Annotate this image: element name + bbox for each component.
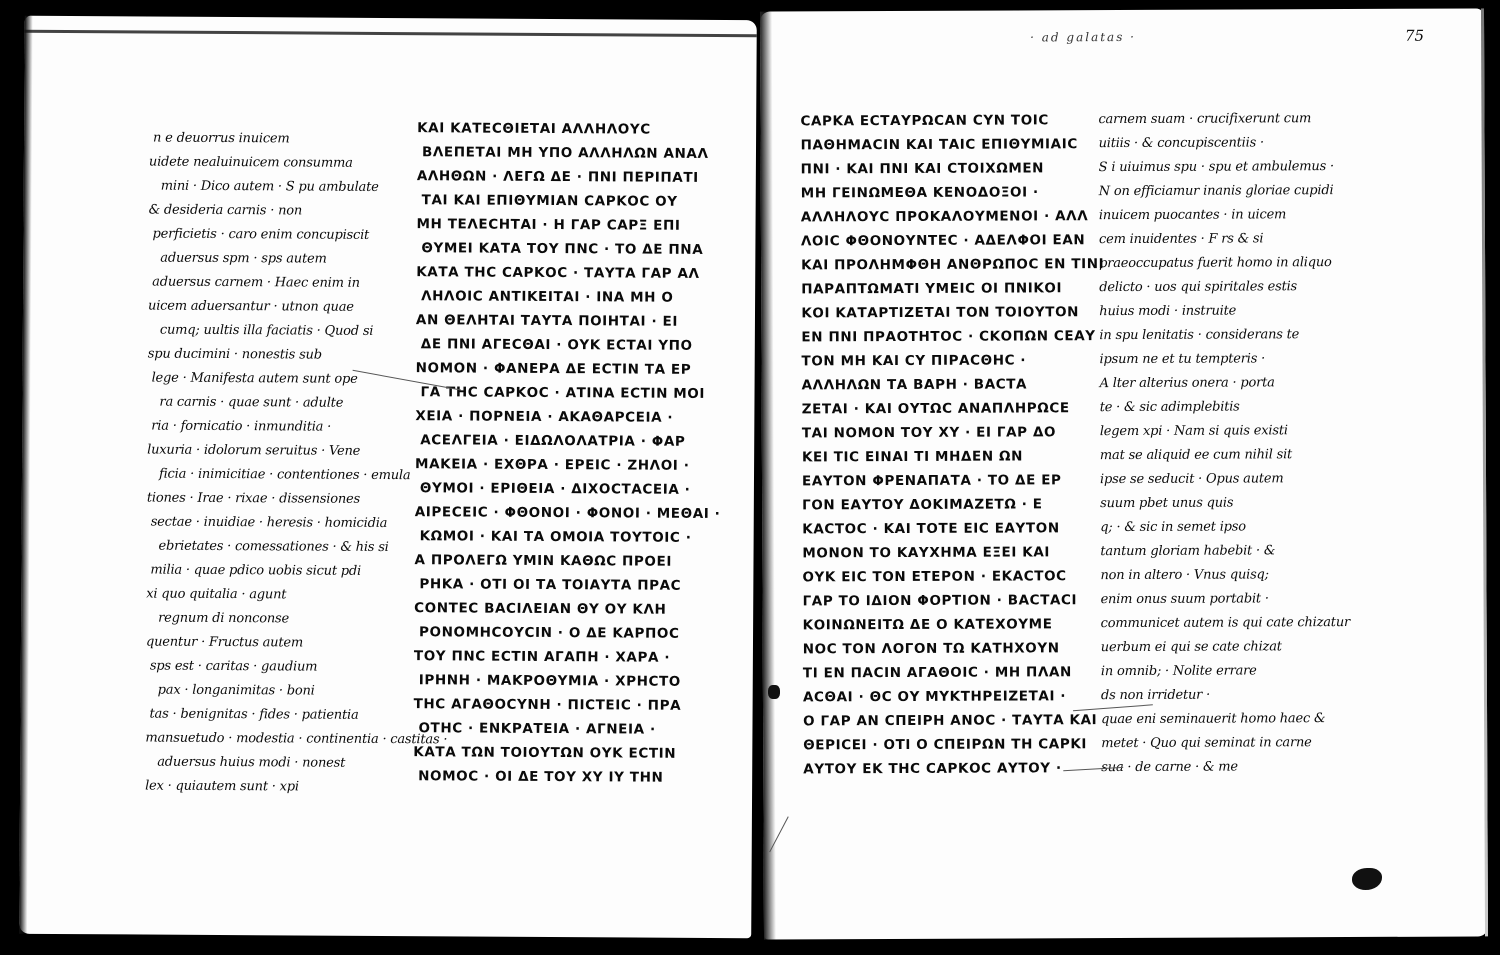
manuscript-line: q; · & sic in semet ipso	[1100, 519, 1246, 536]
manuscript-line: ΤΟΝ ΜΗ ΚΑΙ CΥ ΠΙΡΑCΘΗC ·	[801, 352, 1027, 370]
manuscript-line: non in altero · Vnus quisq;	[1100, 567, 1269, 584]
manuscript-line: lex · quiautem sunt · xpi	[145, 778, 299, 795]
manuscript-line: ΕΝ ΠΝΙ ΠΡΑΟΤΗΤΟC · CΚΟΠΩΝ CΕΑΥ	[801, 328, 1096, 346]
manuscript-line: lege · Manifesta autem sunt ope	[151, 370, 358, 387]
manuscript-line: ΝΟΜΟΝ · ΦΑΝΕΡΑ ΔΕ ΕCΤΙΝ ΤΑ ΕΡ	[415, 360, 692, 378]
manuscript-line: ΝΟΜΟC · ΟΙ ΔΕ ΤΟΥ ΧΥ ΙΥ ΤΗΝ	[418, 768, 664, 786]
manuscript-line: ΓΑ ΤΗC CΑΡΚΟC · ΑΤΙΝΑ ΕCΤΙΝ ΜΟΙ	[420, 384, 706, 402]
manuscript-line: & desideria carnis · non	[148, 202, 303, 219]
manuscript-line: ΛΗΛΟΙC ΑΝΤΙΚΕΙΤΑΙ · ΙΝΑ ΜΗ Ο	[421, 288, 674, 306]
manuscript-line: ΔΕ ΠΝΙ ΑΓΕCΘΑΙ · ΟΥΚ ΕCΤΑΙ ΥΠΟ	[420, 336, 693, 354]
manuscript-line: sectae · inuidiae · heresis · homicidia	[150, 514, 388, 531]
manuscript-line: n e deuorrus inuicem	[153, 130, 290, 147]
manuscript-line: praeoccupatus fuerit homo in aliquo	[1099, 255, 1332, 272]
manuscript-line: cem inuidentes · F rs & si	[1098, 231, 1264, 248]
manuscript-line: ΕΑΥΤΟΝ ΦΡΕΝΑΠΑΤΑ · ΤΟ ΔΕ ΕΡ	[801, 472, 1062, 490]
manuscript-line: CΑΡΚΑ ΕCΤΑΥΡΩCΑΝ CΥΝ ΤΟΙC	[800, 112, 1049, 130]
manuscript-line: ΑΝ ΘΕΛΗΤΑΙ ΤΑΥΤΑ ΠΟΙΗΤΑΙ · ΕΙ	[415, 312, 679, 330]
manuscript-line: mansuetudo · modestia · continentia · castitas ·	[145, 730, 448, 748]
manuscript-line: ΤΑΙ ΚΑΙ ΕΠΙΘΥΜΙΑΝ CΑΡΚΟC ΟΥ	[421, 192, 678, 210]
manuscript-line: ΑΙΡΕCΕΙC · ΦΘΟΝΟΙ · ΦΟΝΟΙ · ΜΕΘΑΙ ·	[414, 504, 721, 523]
manuscript-line: ipse se seducit · Opus autem	[1099, 471, 1284, 488]
ink-mark	[768, 685, 780, 699]
manuscript-line: ΑΛΗΘΩΝ · ΛΕΓΩ ΔΕ · ΠΝΙ ΠΕΡΙΠΑΤΙ	[416, 168, 699, 186]
manuscript-line: inuicem puocantes · in uicem	[1098, 207, 1287, 224]
manuscript-line: ΜΗ ΓΕΙΝΩΜΕΘΑ ΚΕΝΟΔΟΞΟΙ ·	[800, 184, 1039, 202]
manuscript-line: pax · longanimitas · boni	[157, 682, 315, 699]
manuscript-line: ΘΥΜΕΙ ΚΑΤΑ ΤΟΥ ΠΝC · ΤΟ ΔΕ ΠΝΑ	[421, 240, 704, 258]
manuscript-line: ds non irridetur ·	[1100, 687, 1211, 704]
latin-column-right	[1098, 107, 1351, 780]
left-manuscript-page	[19, 16, 757, 938]
manuscript-line: ipsum ne et tu tempteris ·	[1099, 351, 1266, 368]
manuscript-line: ΤΟΥ ΠΝC ΕCΤΙΝ ΑΓΑΠΗ · ΧΑΡΑ ·	[413, 648, 671, 666]
running-header: · ad galatas ·	[1030, 29, 1136, 45]
folio-number: 75	[1404, 26, 1425, 45]
manuscript-line: ΚΑCΤΟC · ΚΑΙ ΤΟΤΕ ΕΙC ΕΑΥΤΟΝ	[802, 520, 1060, 538]
manuscript-line: ΚΑΙ ΚΑΤΕCΘΙΕΤΑΙ ΑΛΛΗΛΟΥC	[417, 120, 651, 138]
manuscript-line: metet · Quo qui seminat in carne	[1101, 735, 1312, 752]
manuscript-line: ΚΑΤΑ ΤΩΝ ΤΟΙΟΥΤΩΝ ΟΥΚ ΕCΤΙΝ	[413, 744, 677, 762]
manuscript-line: ΡΟΝΟΜΗCΟΥCΙΝ · Ο ΔΕ ΚΑΡΠΟC	[419, 624, 680, 642]
manuscript-line: ΤΑΙ ΝΟΜΟΝ ΤΟΥ ΧΥ · ΕΙ ΓΑΡ ΔΟ	[801, 424, 1057, 442]
manuscript-line: ΖΕΤΑΙ · ΚΑΙ ΟΥΤΩC ΑΝΑΠΛΗΡΩCΕ	[801, 400, 1070, 418]
manuscript-line: Α ΠΡΟΛΕΓΩ ΥΜΙΝ ΚΑΘΩC ΠΡΟΕΙ	[414, 552, 673, 570]
manuscript-line: ΜΑΚΕΙΑ · ΕΧΘΡΑ · ΕΡΕΙC · ΖΗΛΟΙ ·	[415, 456, 690, 474]
manuscript-line: ΠΝΙ · ΚΑΙ ΠΝΙ ΚΑΙ CΤΟΙΧΩΜΕΝ	[800, 160, 1045, 178]
manuscript-line: ΠΑΡΑΠΤΩΜΑΤΙ ΥΜΕΙC ΟΙ ΠΝΙΚΟΙ	[801, 280, 1063, 298]
manuscript-line: regnum di nonconse	[158, 610, 290, 627]
manuscript-line: CΟΝΤΕC ΒΑCΙΛΕΙΑΝ ΘΥ ΟΥ ΚΛΗ	[414, 600, 667, 618]
manuscript-line: ebrietates · comessationes · & his si	[158, 538, 389, 556]
page-edge-shadow	[19, 16, 33, 934]
right-manuscript-page	[760, 8, 1488, 939]
manuscript-line: quae eni seminauerit homo haec &	[1101, 711, 1326, 728]
manuscript-line: ΓΟΝ ΕΑΥΤΟΥ ΔΟΚΙΜΑΖΕΤΩ · Ε	[802, 496, 1043, 514]
manuscript-line: ra carnis · quae sunt · adulte	[159, 394, 344, 411]
manuscript-line: uitiis · & concupiscentiis ·	[1098, 135, 1264, 152]
manuscript-line: communicet autem is qui cate chizatur	[1100, 615, 1351, 632]
manuscript-line: delicto · uos qui spiritales estis	[1099, 279, 1298, 296]
manuscript-line: spu ducimini · nonestis sub	[147, 346, 322, 363]
manuscript-line: ΑΥΤΟΥ ΕΚ ΤΗC CΑΡΚΟC ΑΥΤΟΥ ·	[803, 760, 1062, 778]
manuscript-line: ΧΕΙΑ · ΠΟΡΝΕΙΑ · ΑΚΑΘΑΡCΕΙΑ ·	[415, 408, 674, 426]
manuscript-line: ΟΤΗC · ΕΝΚΡΑΤΕΙΑ · ΑΓΝΕΙΑ ·	[418, 720, 656, 738]
manuscript-line: luxuria · idolorum seruitus · Vene	[147, 442, 361, 459]
manuscript-line: ΚΑΤΑ ΤΗC CΑΡΚΟC · ΤΑΥΤΑ ΓΑΡ ΑΛ	[416, 264, 700, 282]
manuscript-line: ΛΟΙC ΦΘΟΝΟΥΝΤΕC · ΑΔΕΛΦΟΙ ΕΑΝ	[800, 232, 1086, 250]
manuscript-line: suum pbet unus quis	[1100, 495, 1234, 512]
greek-column-left	[413, 116, 721, 790]
manuscript-line: ΚΟΙΝΩΝΕΙΤΩ ΔΕ Ο ΚΑΤΕΧΟΥΜΕ	[802, 616, 1053, 634]
manuscript-line: A lter alterius onera · porta	[1099, 375, 1275, 392]
manuscript-line: ficia · inimicitiae · contentiones · emula	[158, 466, 411, 484]
manuscript-line: uicem aduersantur · utnon quae	[147, 298, 354, 315]
manuscript-line: ΚΩΜΟΙ · ΚΑΙ ΤΑ ΟΜΟΙΑ ΤΟΥΤΟΙC ·	[419, 528, 692, 546]
manuscript-line: quentur · Fructus autem	[145, 634, 304, 651]
manuscript-line: sps est · caritas · gaudium	[149, 658, 318, 675]
manuscript-line: enim onus suum portabit ·	[1100, 591, 1269, 608]
gutter-shadow	[760, 12, 776, 940]
manuscript-line: in omnib; · Nolite errare	[1100, 663, 1257, 680]
manuscript-line: S i uiuimus spu · spu et ambulemus ·	[1098, 159, 1334, 176]
manuscript-line: sua · de carne · & me	[1101, 759, 1238, 776]
manuscript-line: milia · quae pdico uobis sicut pdi	[150, 562, 362, 579]
manuscript-line: mat se aliquid ee cum nihil sit	[1099, 447, 1293, 464]
manuscript-line: ΡΗΚΑ · ΟΤΙ ΟΙ ΤΑ ΤΟΙΑΥΤΑ ΠΡΑC	[419, 576, 682, 594]
manuscript-line: ΚΕΙ ΤΙC ΕΙΝΑΙ ΤΙ ΜΗΔΕΝ ΩΝ	[801, 448, 1024, 466]
manuscript-line: Ο ΓΑΡ ΑΝ CΠΕΙΡΗ ΑΝΟC · ΤΑΥΤΑ ΚΑΙ	[803, 712, 1098, 730]
manuscript-line: legem xpi · Nam si quis existi	[1099, 423, 1288, 440]
manuscript-line: ΝΟC ΤΟΝ ΛΟΓΟΝ ΤΩ ΚΑΤΗΧΟΥΝ	[802, 640, 1060, 658]
manuscript-line: carnem suam · crucifixerunt cum	[1098, 111, 1312, 128]
manuscript-line: te · & sic adimplebitis	[1099, 399, 1240, 416]
manuscript-line: ΙΡΗΝΗ · ΜΑΚΡΟΘΥΜΙΑ · ΧΡΗCΤΟ	[418, 672, 681, 690]
manuscript-line: tas · benignitas · fides · patientia	[149, 706, 359, 723]
manuscript-line: ΚΟΙ ΚΑΤΑΡΤΙΖΕΤΑΙ ΤΟΝ ΤΟΙΟΥΤΟΝ	[801, 304, 1080, 322]
manuscript-line: ΘΕΡΙCΕΙ · ΟΤΙ Ο CΠΕΙΡΩΝ ΤΗ CΑΡΚΙ	[803, 736, 1088, 754]
manuscript-line: N on efficiamur inanis gloriae cupidi	[1098, 183, 1334, 200]
manuscript-line: mini · Dico autem · S pu ambulate	[160, 178, 379, 195]
manuscript-line: uerbum ei qui se cate chizat	[1100, 639, 1282, 656]
manuscript-line: uidete nealuinuicem consumma	[148, 154, 353, 171]
manuscript-line: ΤΙ ΕΝ ΠΑCΙΝ ΑΓΑΘΟΙC · ΜΗ ΠΛΑΝ	[802, 664, 1072, 682]
greek-column-right	[800, 108, 1105, 781]
manuscript-line: ΑCΕΛΓΕΙΑ · ΕΙΔΩΛΟΛΑΤΡΙΑ · ΦΑΡ	[420, 432, 686, 450]
manuscript-line: ΚΑΙ ΠΡΟΛΗΜΦΘΗ ΑΝΘΡΩΠΟC ΕΝ ΤΙΝΙ	[801, 256, 1105, 274]
manuscript-line: aduersus spm · sps autem	[160, 250, 327, 267]
manuscript-line: ΤΗC ΑΓΑΘΟCΥΝΗ · ΠΙCΤΕΙC · ΠΡΑ	[413, 696, 682, 714]
manuscript-line: ΠΑΘΗΜΑCΙΝ ΚΑΙ ΤΑΙC ΕΠΙΘΥΜΙΑΙC	[800, 136, 1078, 154]
manuscript-line: perficietis · caro enim concupiscit	[152, 226, 370, 243]
manuscript-line: ria · fornicatio · inmunditia ·	[151, 418, 332, 435]
manuscript-line: ΜΗ ΤΕΛΕCΗΤΑΙ · Η ΓΑΡ CΑΡΞ ΕΠΙ	[416, 216, 681, 234]
manuscript-line: ΒΛΕΠΕΤΑΙ ΜΗ ΥΠΟ ΑΛΛΗΛΩΝ ΑΝΑΛ	[421, 144, 709, 162]
manuscript-line: ΓΑΡ ΤΟ ΙΔΙΟΝ ΦΟΡΤΙΟΝ · ΒΑCΤΑCΙ	[802, 592, 1078, 610]
manuscript-line: xi quo quitalia · agunt	[146, 586, 287, 603]
manuscript-line: aduersus huius modi · nonest	[157, 754, 346, 771]
manuscript-line: ΑΛΛΗΛΩΝ ΤΑ ΒΑΡΗ · ΒΑCΤΑ	[801, 376, 1028, 394]
latin-column-left	[145, 127, 448, 801]
manuscript-line: ΑCΘΑΙ · ΘC ΟΥ ΜΥΚΤΗΡΕΙΖΕΤΑΙ ·	[802, 688, 1067, 706]
manuscript-line: ΜΟΝΟΝ ΤΟ ΚΑΥΧΗΜΑ ΕΞΕΙ ΚΑΙ	[802, 544, 1051, 562]
manuscript-line: tantum gloriam habebit · &	[1100, 543, 1276, 560]
manuscript-line: ΑΛΛΗΛΟΥC ΠΡΟΚΑΛΟΥΜΕΝΟΙ · ΑΛΛ	[800, 208, 1089, 226]
manuscript-line: in spu lenitatis · considerans te	[1099, 327, 1300, 344]
manuscript-line: huius modi · instruite	[1099, 303, 1237, 320]
manuscript-line: tiones · Irae · rixae · dissensiones	[146, 490, 361, 507]
manuscript-line: ΟΥΚ ΕΙC ΤΟΝ ΕΤΕΡΟΝ · ΕΚΑCΤΟC	[802, 568, 1067, 586]
manuscript-line: aduersus carnem · Haec enim in	[152, 274, 360, 291]
manuscript-line: cumq; uultis illa faciatis · Quod si	[159, 322, 374, 339]
manuscript-line: ΘΥΜΟΙ · ΕΡΙΘΕΙΑ · ΔΙΧΟCΤΑCΕΙΑ ·	[419, 480, 691, 498]
